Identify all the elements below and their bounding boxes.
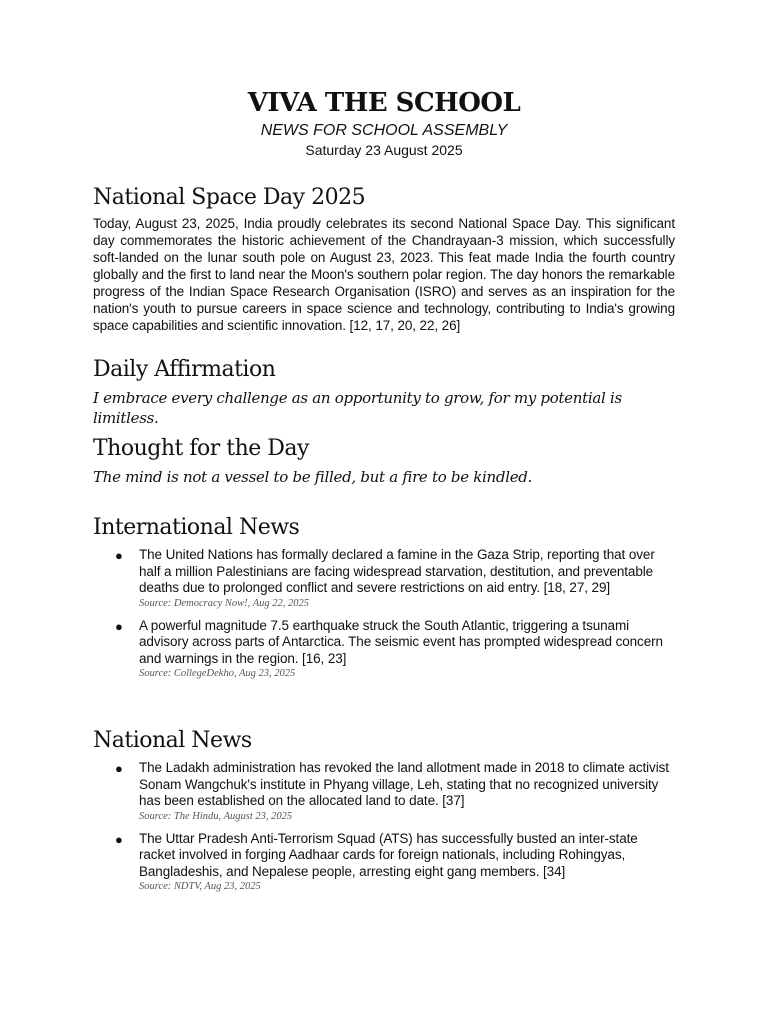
space-day-heading: National Space Day 2025 (93, 185, 366, 210)
international-news-list (93, 547, 675, 680)
list-item (93, 831, 675, 894)
bullet-icon: ● (115, 831, 123, 847)
affirmation-heading: Daily Affirmation (93, 357, 276, 382)
affirmation-text: I embrace every challenge as an opportunity to grow, for my potential is limitless. (93, 389, 622, 427)
space-day-body: Today, August 23, 2025, India proudly celebrates its second National Space Day. This significant day commemorates the historic achievement of the Chandrayaan-3 mission, which successfully soft-landed on the lunar south pole on August 23, 2023. This feat made India the fourth country globally and the first to land near the Moon's southern polar region. The day honors the remarkable progress of the Indian Space Research Organisation (ISRO) and serves as an inspiration for the nation's youth to pursue careers in space science and technology, contributing to India's growing space capabilities and scientific innovation. [12, 17, 20, 22, 26] (93, 216, 675, 333)
page-title: VIVA THE SCHOOL (247, 88, 521, 118)
news-item-text: The United Nations has formally declared a famine in the Gaza Strip, reporting that over half a million Palestinians are facing widespread starvation, destitution, and preventable deaths due to prolonged conflict and severe restrictions on aid entry. [18, 27, 29] (139, 547, 655, 595)
thought-text: The mind is not a vessel to be filled, but a fire to be kindled. (93, 468, 533, 486)
bullet-icon: ● (115, 618, 123, 634)
bullet-icon: ● (115, 548, 123, 563)
international-news-heading: International News (93, 515, 300, 540)
national-news-heading: National News (93, 728, 252, 753)
list-item (93, 760, 675, 823)
news-item-source: Source: The Hindu, August 23, 2025 (139, 810, 293, 822)
list-item (93, 547, 675, 610)
page-date: Saturday 23 August 2025 (305, 142, 463, 158)
international-news-section (93, 514, 675, 688)
news-item-text: The Ladakh administration has revoked the land allotment made in 2018 to climate activist Sonam Wangchuk's institute in Phyang village, Leh, stating that no recognized university has been established on the allocated land to date. [37] (139, 760, 669, 808)
news-item-source: Source: NDTV, Aug 23, 2025 (139, 881, 261, 892)
thought-section (93, 435, 675, 487)
national-news-list (93, 760, 675, 893)
news-item-source: Source: CollegeDekho, Aug 23, 2025 (139, 668, 296, 679)
bullet-icon: ● (115, 761, 123, 776)
news-item-source: Source: Democracy Now!, Aug 22, 2025 (139, 597, 310, 609)
list-item (93, 618, 675, 681)
thought-heading: Thought for the Day (93, 436, 309, 461)
space-day-section (93, 184, 675, 334)
news-item-text: A powerful magnitude 7.5 earthquake struck the South Atlantic, triggering a tsunami advisory across parts of Antarctica. The seismic event has prompted widespread concern and warnings in the region. [16, 23] (139, 617, 663, 666)
news-item-text: The Uttar Pradesh Anti-Terrorism Squad (ATS) has successfully busted an inter-state racket involved in forging Aadhaar cards for foreign nationals, including Rohingyas, Bangladeshis, and Nepalese people, arresting eight gang members. [34] (139, 830, 638, 879)
page-subtitle: NEWS FOR SCHOOL ASSEMBLY (260, 122, 508, 139)
national-news-section (93, 727, 675, 901)
masthead (0, 86, 768, 159)
affirmation-section (93, 356, 675, 428)
